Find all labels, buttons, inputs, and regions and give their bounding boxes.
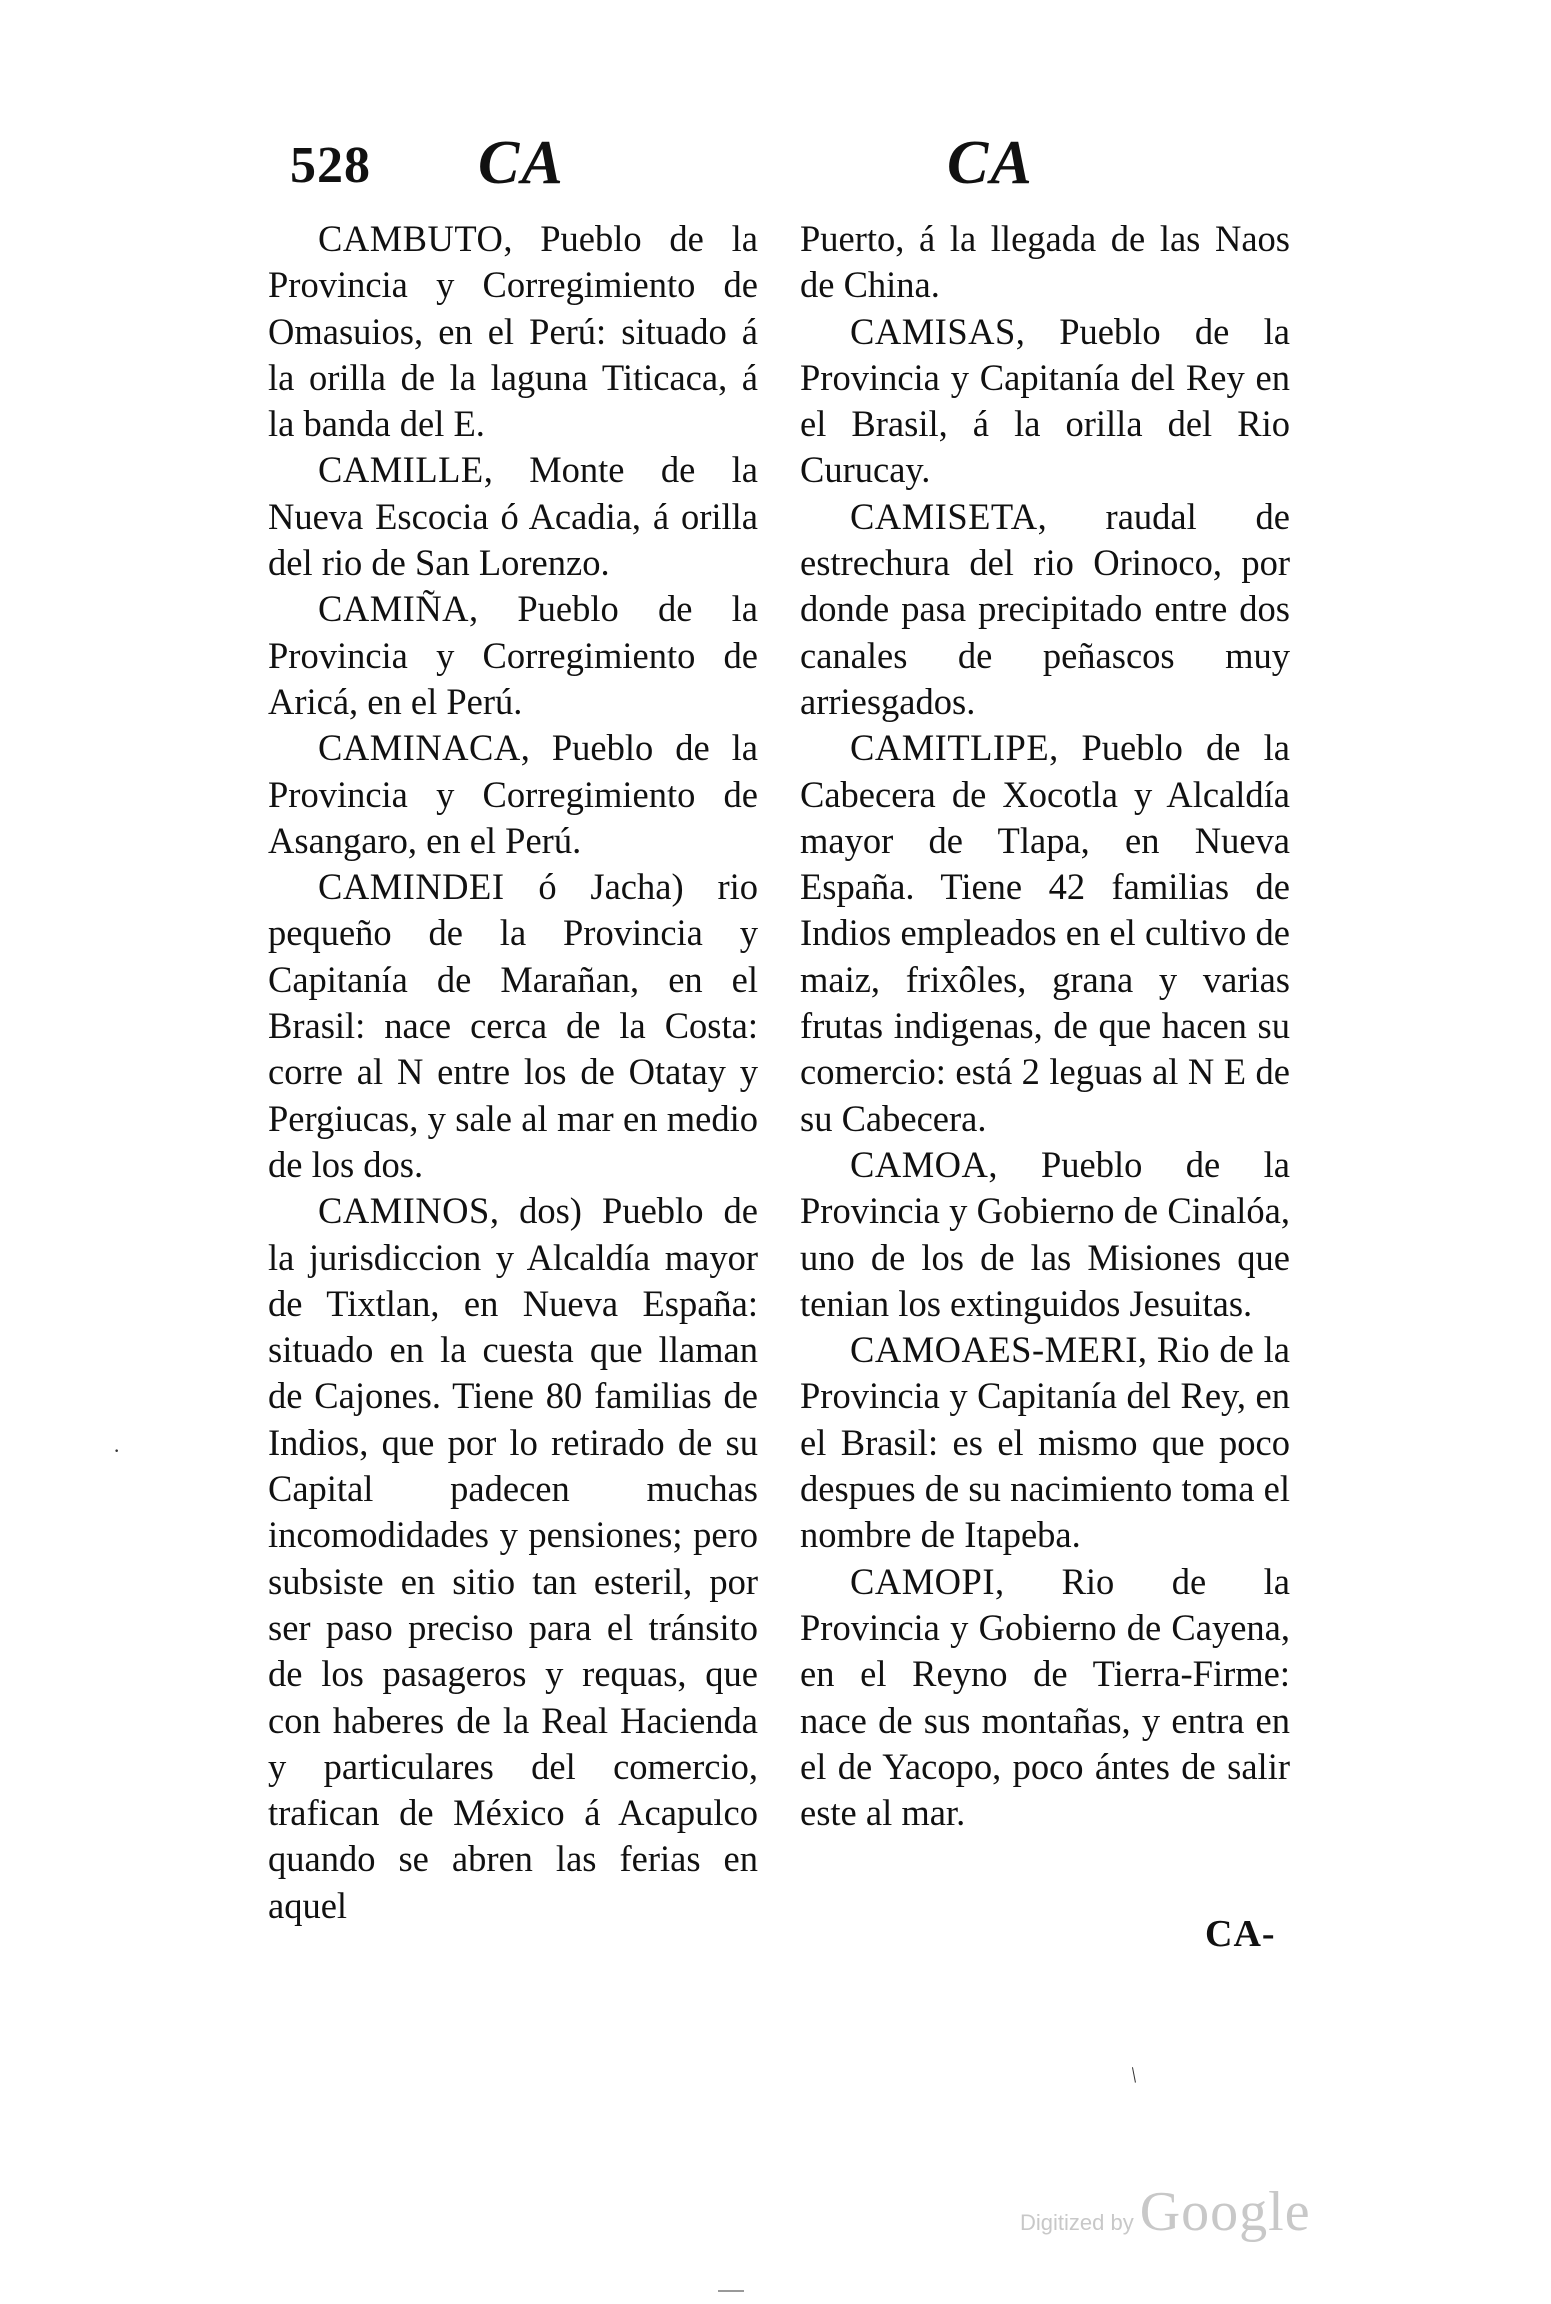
headword: CAMOAES-MERI [850,1329,1138,1371]
entry-text: ó Jacha) rio pequeño de la Provincia y Capitanía de Marañan, en el Brasil: nace cerca de la Costa: corre al N entre los de Otatay y Pergiucas, y sale al mar en medio de los dos. [268,866,758,1185]
headword: CAMOPI [850,1560,995,1602]
entry-text: , Pueblo de la Provincia y Gobierno de Cinalóa, uno de los de las Misiones que tenian los extinguidos Jesuitas. [800,1143,1290,1324]
right-column [800,216,1290,1836]
entry-camiseta [800,494,1290,725]
entry-camoaes-meri [800,1327,1290,1558]
entry-camopi [800,1559,1290,1837]
stray-ink-mark: / [1124,2062,1143,2087]
page-number: 528 [290,137,371,194]
headword: CAMINDEI [318,866,505,908]
headword: CAMILLE [318,449,484,491]
entry-camitlipe [800,725,1290,1142]
running-head-left: CA [478,129,565,197]
entry-caminos [268,1188,758,1929]
entry-text: , dos) Pueblo de la jurisdiccion y Alcaldía mayor de Tixtlan, en Nueva España: situado en la cuesta que llaman de Cajones. Tiene 80 familias de Indios, que por lo retirado de su Capital padecen muchas incomodidades y pensiones; pero subsiste en sitio tan esteril, por ser paso preciso para el tránsito de los pasageros y requas, que con haberes de la Real Hacienda y particulares del comercio, trafican de México á Acapulco quando se abren las ferias en aquel [268,1190,758,1926]
left-column [268,216,758,1929]
continued-text: Puerto, á la llegada de las Naos de China. [800,218,1290,306]
entry-text: , Pueblo de la Provincia y Corregimiento de Asangaro, en el Perú. [268,727,758,861]
headword: CAMIÑA [318,588,470,630]
entry-camisas [800,309,1290,494]
headword: CAMITLIPE [850,727,1050,769]
headword: CAMBUTO [318,218,504,259]
running-head-right: CA [947,129,1034,197]
watermark-brand: Google [1139,2181,1311,2243]
entry-text: , Pueblo de la Provincia y Corregimiento de Omasuios, en el Perú: situado á la orilla de la laguna Titicaca, á la banda del E. [268,218,758,445]
digitization-watermark [1020,2180,1311,2244]
entry-text: , raudal de estrechura del rio Orinoco, por donde pasa precipitado entre dos canales de peñascos muy arriesgados. [800,495,1290,722]
watermark-prefix: Digitized by [1020,2210,1134,2235]
entry-caminaca [268,725,758,864]
headword: CAMOA [850,1143,989,1185]
page-edge-mark [718,2290,744,2292]
headword: CAMISAS [850,310,1016,352]
headword: CAMINACA [318,727,521,769]
page-header [0,128,1551,208]
entry-cambuto [268,216,758,447]
catchword: CA- [1205,1913,1276,1955]
entry-text: , Rio de la Provincia y Gobierno de Cayena, en el Reyno de Tierra-Firme: nace de sus montañas, y entra en el de Yacopo, poco ántes de salir este al mar. [800,1560,1290,1834]
entry-text: , Rio de la Provincia y Capitanía del Rey, en el Brasil: es el mismo que poco despues de su nacimiento toma el nombre de Itapeba. [800,1329,1290,1556]
entry-camille [268,447,758,586]
headword: CAMINOS [318,1190,490,1232]
stray-ink-dot: · [113,1438,121,1463]
entry-text: , Monte de la Nueva Escocia ó Acadia, á orilla del rio de San Lorenzo. [268,449,758,584]
entry-camindei [268,864,758,1188]
entry-camoa [800,1142,1290,1327]
entry-text: , Pueblo de la Cabecera de Xocotla y Alcaldía mayor de Tlapa, en Nueva España. Tiene 42 familias de Indios empleados en el cultivo de maiz, frixôles, grana y varias frutas indigenas, de que hacen su comercio: está 2 leguas al N E de su Cabecera. [800,727,1290,1139]
entry-text: , Pueblo de la Provincia y Corregimiento de Aricá, en el Perú. [268,588,758,722]
entry-text: , Pueblo de la Provincia y Capitanía del Rey en el Brasil, á la orilla del Rio Curucay. [800,310,1290,491]
headword: CAMISETA [850,495,1038,537]
entry-camina [268,586,758,725]
